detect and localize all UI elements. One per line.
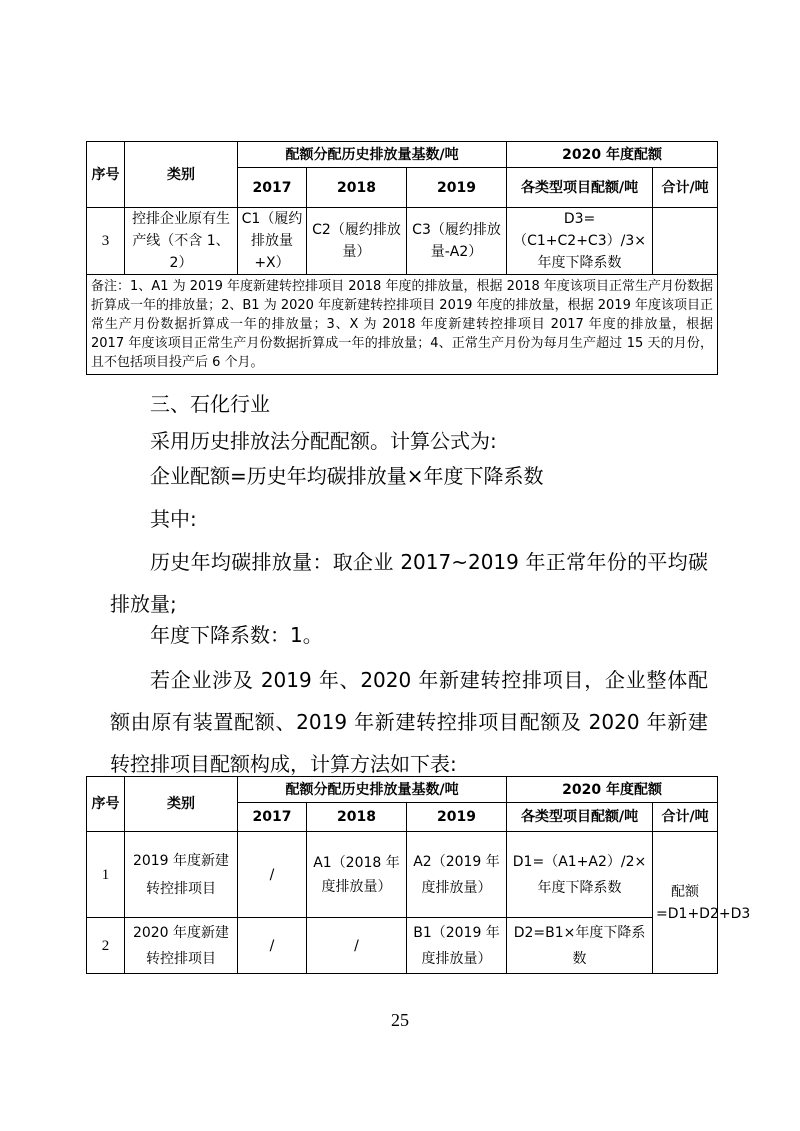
- paragraph-method: 采用历史排放法分配配额。计算公式为:: [150, 429, 497, 453]
- row-seq: 1: [87, 832, 125, 918]
- row-category: 2020 年度新建转控排项目: [125, 918, 238, 974]
- item-allocation-header: 各类型项目配额/吨: [507, 168, 653, 208]
- table-row: [87, 208, 718, 275]
- history-header: 配额分配历史排放量基数/吨: [238, 142, 507, 168]
- row-2017: /: [238, 918, 307, 974]
- seq-header: 序号: [87, 777, 125, 832]
- paragraph-new-projects: 若企业涉及 2019 年、2020 年新建转控排项目，企业整体配额由原有装置配额、2019 年新建转控排项目配额及 2020 年新建转控排项目配额构成，计算方法如下表:: [110, 668, 708, 776]
- total-header: 合计/吨: [653, 168, 718, 208]
- section-heading: 三、石化行业: [150, 392, 270, 416]
- row-allocation: D1=（A1+A2）/2×年度下降系数: [507, 832, 653, 918]
- row-seq: 2: [87, 918, 125, 974]
- paragraph-where: 其中:: [150, 507, 197, 531]
- total-allocation: 配额=D1+D2+D3: [653, 832, 718, 974]
- row-2017: /: [238, 832, 307, 918]
- year-2017-header: 2017: [238, 168, 307, 208]
- year-2018-header: 2018: [307, 803, 407, 832]
- seq-header: 序号: [87, 142, 125, 208]
- year-2019-header: 2019: [407, 168, 507, 208]
- row-total: [653, 208, 718, 275]
- row-2018: A1（2018 年度排放量）: [307, 832, 407, 918]
- total-header: 合计/吨: [653, 803, 718, 832]
- table-note: 备注：1、A1 为 2019 年度新建转控排项目 2018 年度的排放量，根据 2018 年度该项目正常生产月份数据折算成一年的排放量；2、B1 为 2020 年度新建转控排项目 2019 年度的排放量，根据 2019 年度该项目正常生产月份数据折算成一年的排放量；3、X 为 2018 年度新建转控排项目 2017 年度的排放量，根据 2017 年度该项目正常生产月份数据折算成一年的排放量；4、正常生产月份为每月生产超过 15 天的月份，且不包括项目投产后 6 个月。: [87, 275, 718, 375]
- item-allocation-header: 各类型项目配额/吨: [507, 803, 653, 832]
- allocation-header: 2020 年度配额: [507, 777, 718, 803]
- paragraph-history: 历史年均碳排放量：取企业 2017~2019 年正常年份的平均碳排放量;: [110, 550, 708, 616]
- row-allocation: D3=（C1+C2+C3）/3×年度下降系数: [507, 208, 653, 275]
- year-2018-header: 2018: [307, 168, 407, 208]
- row-category: 2019 年度新建转控排项目: [125, 832, 238, 918]
- row-2019: C3（履约排放量-A2）: [407, 208, 507, 275]
- category-header: 类别: [125, 142, 238, 208]
- row-category: 控排企业原有生产线（不含 1、2）: [125, 208, 238, 275]
- row-2017: C1（履约排放量+X）: [238, 208, 307, 275]
- row-2018: /: [307, 918, 407, 974]
- table-row: [87, 918, 718, 974]
- allocation-table-1: [86, 141, 718, 375]
- category-header: 类别: [125, 777, 238, 832]
- year-2019-header: 2019: [407, 803, 507, 832]
- row-allocation: D2=B1×年度下降系数: [507, 918, 653, 974]
- row-seq: 3: [87, 208, 125, 275]
- paragraph-formula: 企业配额=历史年均碳排放量×年度下降系数: [150, 464, 544, 488]
- history-header: 配额分配历史排放量基数/吨: [238, 777, 507, 803]
- allocation-table-2: [86, 776, 751, 974]
- row-2019: B1（2019 年度排放量）: [407, 918, 507, 974]
- allocation-header: 2020 年度配额: [507, 142, 718, 168]
- row-2018: C2（履约排放量）: [307, 208, 407, 275]
- year-2017-header: 2017: [238, 803, 307, 832]
- page-number: 25: [391, 1010, 409, 1030]
- paragraph-factor: 年度下降系数：1。: [150, 623, 323, 647]
- row-2019: A2（2019 年度排放量）: [407, 832, 507, 918]
- table-row: [87, 832, 718, 918]
